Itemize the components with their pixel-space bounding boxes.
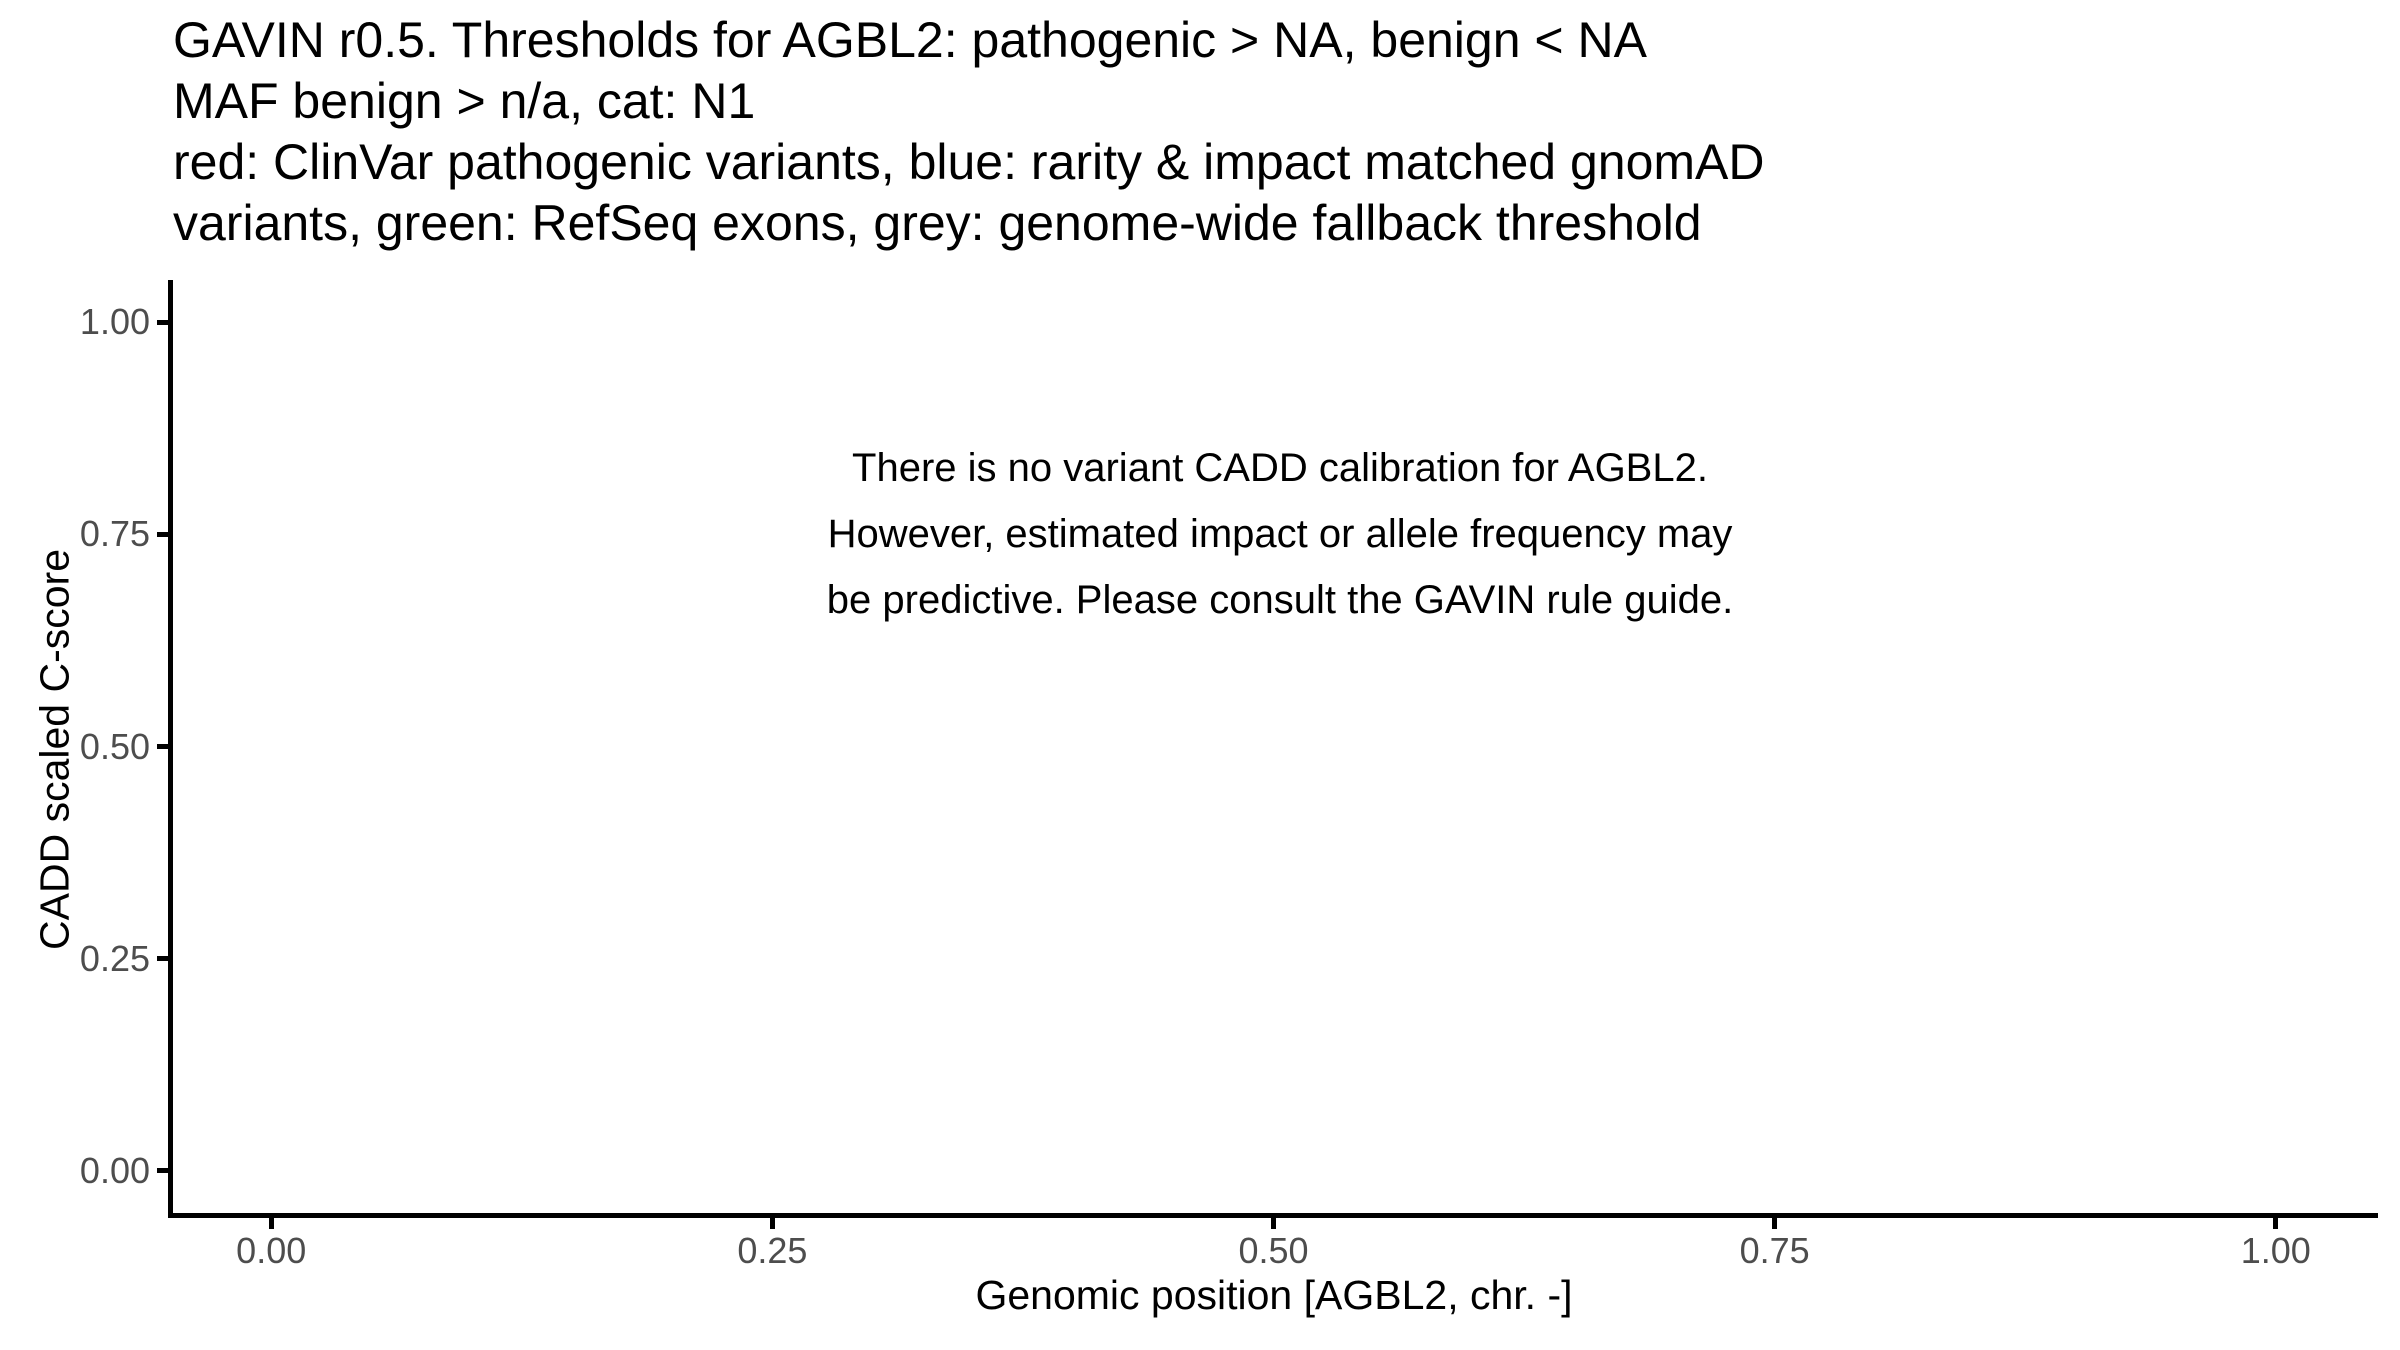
x-tick-label: 0.25 <box>737 1230 808 1271</box>
x-tick-label: 0.75 <box>1739 1230 1810 1271</box>
plot-title <box>173 10 1764 254</box>
annotation-line-2: However, estimated impact or allele frequency may <box>827 512 1733 556</box>
x-tick-label: 0.00 <box>236 1230 307 1271</box>
x-tick-label: 1.00 <box>2240 1230 2311 1271</box>
y-tick-mark <box>157 956 168 961</box>
plot-title-line-2: MAF benign > n/a, cat: N1 <box>173 73 756 129</box>
y-tick-label: 0.00 <box>79 1149 150 1191</box>
plot-title-line-1: GAVIN r0.5. Thresholds for AGBL2: pathogenic > NA, benign < NA <box>173 12 1647 68</box>
y-tick-label: 0.25 <box>79 937 150 979</box>
x-tick-mark <box>2273 1218 2278 1229</box>
annotation-line-3: be predictive. Please consult the GAVIN rule guide. <box>826 578 1734 622</box>
y-tick-mark <box>157 532 168 537</box>
x-tick-mark <box>770 1218 775 1229</box>
x-tick-mark <box>269 1218 274 1229</box>
y-tick-label: 0.50 <box>79 725 150 767</box>
y-axis-line <box>168 280 173 1218</box>
plot-title-line-4: variants, green: RefSeq exons, grey: genome-wide fallback threshold <box>173 195 1702 251</box>
annotation-text <box>570 435 1990 633</box>
x-axis-title: Genomic position [AGBL2, chr. -] <box>975 1272 1573 1318</box>
y-tick-mark <box>157 320 168 325</box>
x-tick-mark <box>1271 1218 1276 1229</box>
y-tick-label: 0.75 <box>79 513 150 555</box>
x-tick-label: 0.50 <box>1238 1230 1309 1271</box>
annotation-line-1: There is no variant CADD calibration for AGBL2. <box>852 446 1708 490</box>
plot-title-line-3: red: ClinVar pathogenic variants, blue: rarity & impact matched gnomAD <box>173 134 1765 190</box>
y-tick-mark <box>157 1168 168 1173</box>
y-axis-title: CADD scaled C-score <box>31 549 78 950</box>
x-tick-mark <box>1772 1218 1777 1229</box>
y-tick-label: 1.00 <box>79 301 150 343</box>
y-tick-mark <box>157 744 168 749</box>
